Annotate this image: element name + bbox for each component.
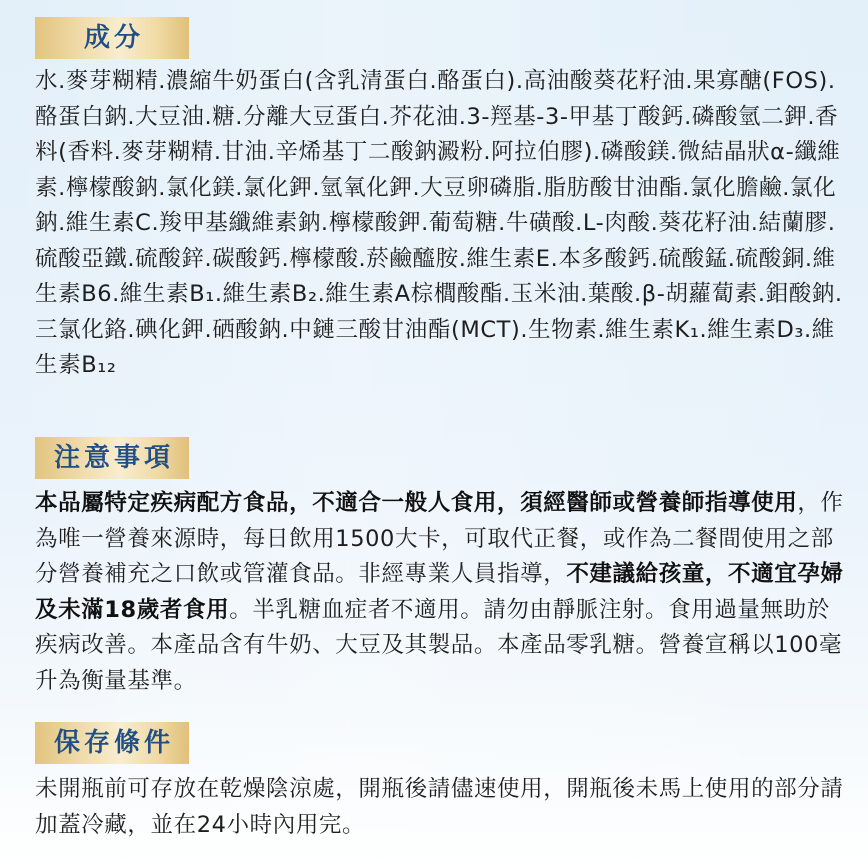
notes-additional-text: 。半乳糖血症者不適用。請勿由靜脈注射。食用過量無助於疾病改善。本產品含有牛奶、大豆及其製品。本產品零乳糖。營養宣稱以100毫升為衡量基準。 <box>35 596 843 694</box>
storage-heading: 保存條件 <box>35 722 189 764</box>
ingredients-section <box>35 17 845 384</box>
ingredients-text: 水.麥芽糊精.濃縮牛奶蛋白(含乳清蛋白.酪蛋白).高油酸葵花籽油.果寡醣(FOS).酪蛋白鈉.大豆油.糖.分離大豆蛋白.芥花油.3-羥基-3-甲基丁酸鈣.磷酸氫二鉀.香料(香料.麥芽糊精.甘油.辛烯基丁二酸鈉澱粉.阿拉伯膠).磷酸鎂.微結晶狀α-纖維素.檸檬酸鈉.氯化鎂.氯化鉀.氫氧化鉀.大豆卵磷脂.脂肪酸甘油酯.氯化膽鹼.氯化鈉.維生素C.羧甲基纖維素鈉.檸檬酸鉀.葡萄糖.牛磺酸.L-肉酸.葵花籽油.結蘭膠.硫酸亞鐵.硫酸鋅.碳酸鈣.檸檬酸.菸鹼醯胺.維生素E.本多酸鈣.硫酸錳.硫酸銅.維生素B6.維生素B₁.維生素B₂.維生素A棕櫚酸酯.玉米油.葉酸.β-胡蘿蔔素.鉬酸鈉.三氯化鉻.碘化鉀.硒酸鈉.中鏈三酸甘油酯(MCT).生物素.維生素K₁.維生素D₃.維生素B₁₂ <box>35 68 843 378</box>
storage-section <box>35 722 845 843</box>
notes-heading: 注意事項 <box>35 437 189 479</box>
ingredients-heading: 成分 <box>35 17 189 59</box>
notes-section <box>35 437 845 699</box>
notes-text <box>35 486 845 699</box>
notes-warning-bold-1: 本品屬特定疾病配方食品，不適合一般人食用，須經醫師或營養師指導使用 <box>35 490 798 516</box>
notes-usage-text: ，作為唯一營養來源時，每日飲用1500大卡，可取代正餐，或作為二餐間使用之部分營養補充之口飲或管灌食品。非經專業人員指導， <box>35 490 844 587</box>
notes-warning-bold-2: 不建議給孩童，不適宜孕婦及未滿18歲者食用 <box>35 561 844 623</box>
storage-text: 未開瓶前可存放在乾燥陰涼處，開瓶後請儘速使用，開瓶後未馬上使用的部分請加蓋冷藏，並在24小時內用完。 <box>35 776 844 838</box>
